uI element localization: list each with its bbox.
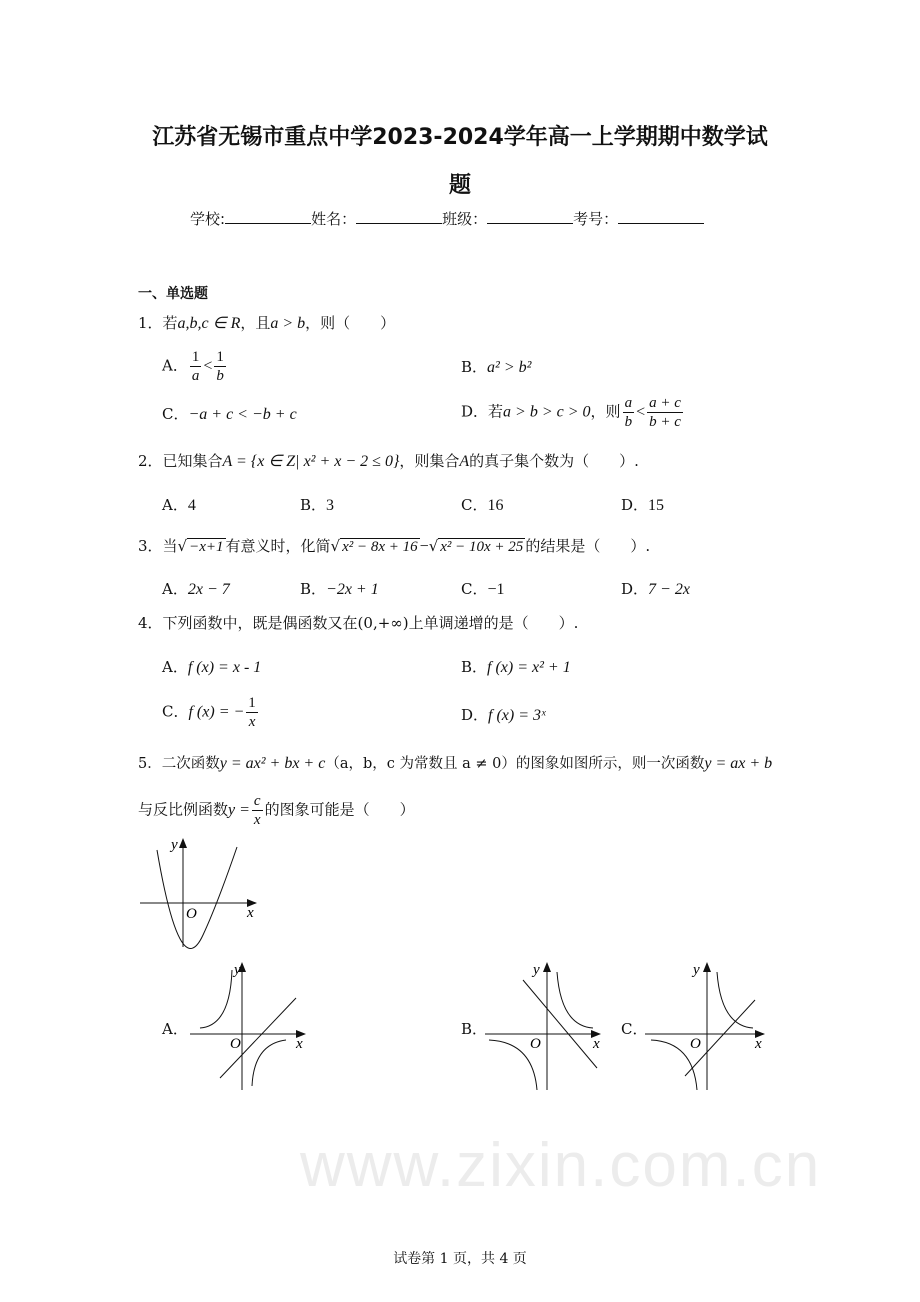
q1-option-d[interactable]: D．若a > b > c > 0，则 $\frac{a}{b}$ < $\frac{a + c}{b + c}$ — [461, 395, 681, 430]
x-axis-label: x — [247, 905, 254, 921]
q4-option-c[interactable]: C．f (x) = − $\frac{1}{x}$ — [162, 695, 256, 730]
question-5-cont: 与反比例函数y = $\frac{c}{x}$ 的图象可能是（ ） — [138, 793, 415, 828]
watermark: www.zixin.com.cn — [300, 1131, 822, 1200]
q1-option-b[interactable]: B．a² > b² — [461, 358, 532, 376]
class-field[interactable] — [487, 209, 573, 224]
school-label: 学校: — [190, 210, 226, 228]
q3-option-a[interactable]: A．2x − 7 — [162, 580, 230, 598]
svg-text:O: O — [690, 1036, 701, 1052]
q2-option-b[interactable]: B．3 — [300, 496, 335, 514]
q4-option-b[interactable]: B．f (x) = x² + 1 — [461, 658, 571, 676]
svg-text:x: x — [755, 1036, 762, 1052]
svg-text:y: y — [234, 962, 241, 978]
page-footer: 试卷第 1 页，共 4 页 — [393, 1251, 527, 1267]
svg-text:x: x — [593, 1036, 600, 1052]
y-axis-label: y — [171, 837, 178, 853]
number-field[interactable] — [618, 209, 704, 224]
svg-text:O: O — [530, 1036, 541, 1052]
page-title: 江苏省无锡市重点中学2023-2024学年高一上学期期中数学试 — [152, 125, 768, 150]
q5-option-a-label[interactable]: A． — [162, 1020, 188, 1038]
q2-option-a[interactable]: A．4 — [162, 496, 196, 514]
q3-option-b[interactable]: B．−2x + 1 — [300, 580, 379, 598]
q1-option-c[interactable]: C．−a + c < −b + c — [162, 405, 297, 423]
question-4: 4．下列函数中，既是偶函数又在(0,+∞)上单调递增的是（ ）. — [138, 614, 579, 632]
question-5: 5．二次函数y = ax² + bx + c（a，b，c 为常数且 a ≠ 0）的图象如图所示，则一次函数y = ax + b — [138, 755, 773, 772]
origin-label: O — [186, 906, 197, 922]
class-label: 班级： — [442, 210, 488, 228]
q1-option-a[interactable]: A． $\frac{1}{a}$ < $\frac{1}{b}$ — [162, 349, 224, 384]
q5-option-a-graph[interactable] — [190, 958, 315, 1093]
q2-option-c[interactable]: C．16 — [461, 496, 504, 514]
svg-text:y: y — [533, 962, 540, 978]
q3-option-d[interactable]: D．7 − 2x — [621, 580, 690, 598]
q5-option-c-label[interactable]: C． — [621, 1020, 648, 1038]
q5-option-c-graph[interactable] — [645, 958, 770, 1093]
q4-option-a[interactable]: A．f (x) = x - 1 — [162, 658, 262, 676]
student-info — [190, 208, 704, 229]
q2-option-d[interactable]: D．15 — [621, 496, 665, 514]
question-3: 3．当√ −x+1 有意义时，化简√ x² − 8x + 16 −√ x² − 10x + 25 的结果是（ ）. — [138, 537, 651, 555]
svg-text:O: O — [230, 1036, 241, 1052]
q5-option-b-graph[interactable] — [485, 958, 610, 1093]
q3-option-c[interactable]: C．−1 — [461, 580, 505, 598]
question-1: 1．若a,b,c ∈ R，且a > b，则（ ） — [138, 314, 396, 332]
page-title-cont: 题 — [448, 173, 471, 198]
parabola-graph — [135, 835, 265, 955]
number-label: 考号： — [573, 210, 619, 228]
svg-text:x: x — [296, 1036, 303, 1052]
name-field[interactable] — [356, 209, 442, 224]
question-2: 2．已知集合A = {x ∈ Z| x² + x − 2 ≤ 0}，则集合A的真子集个数为（ ）. — [138, 452, 639, 470]
svg-text:y: y — [693, 962, 700, 978]
q5-option-b-label[interactable]: B． — [461, 1020, 488, 1038]
name-label: 姓名： — [311, 210, 357, 228]
section-heading: 一、单选题 — [138, 286, 208, 302]
school-field[interactable] — [225, 209, 311, 224]
q4-option-d[interactable]: D．f (x) = 3ˣ — [461, 706, 546, 724]
